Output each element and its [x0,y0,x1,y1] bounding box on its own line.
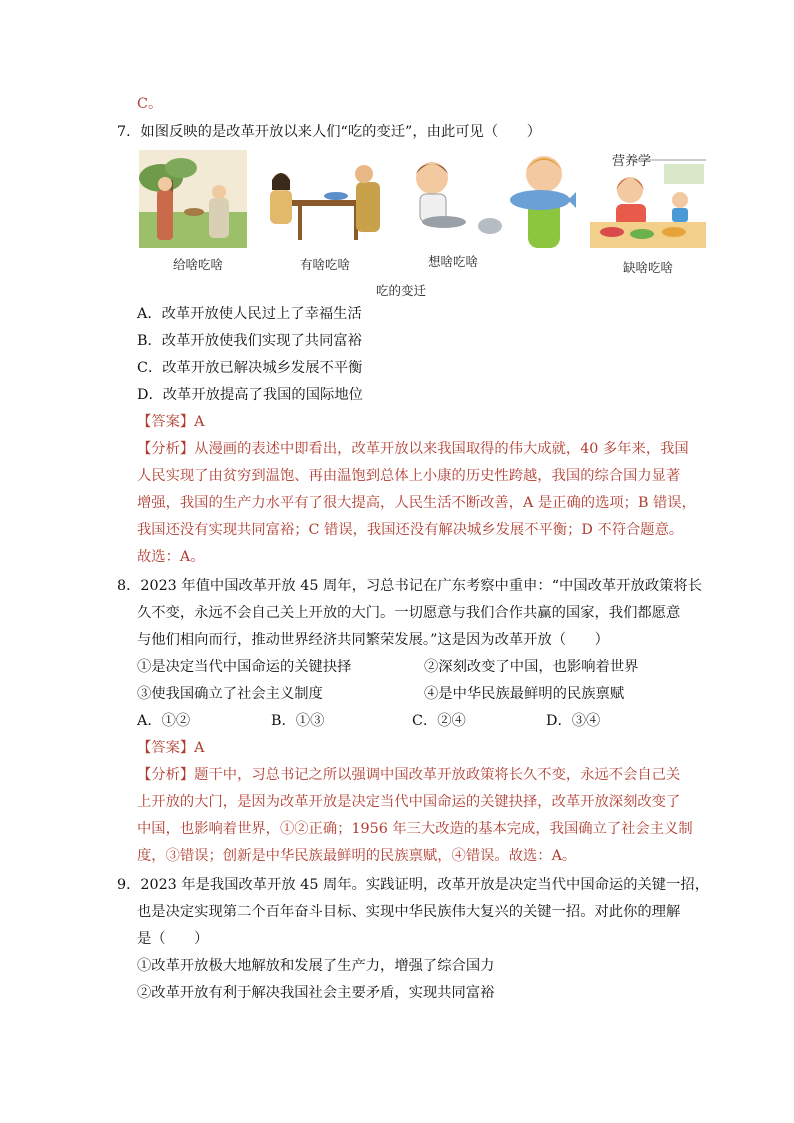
prev-answer-tail: C。 [137,96,163,112]
caption-2: 有啥吃啥 [300,257,351,272]
q7-stem: 7．如图反映的是改革开放以来人们“吃的变迁”，由此可见（ ） [117,124,542,140]
q8-analysis-line: 中国，也影响着世界，①②正确；1956 年三大改造的基本完成，我国确立了社会主义制 [137,821,693,837]
q8-stem-line: 8．2023 年值中国改革开放 45 周年，习总书记在广东考察中重申：“中国改革开放政策将长 [117,578,703,594]
q7-analysis-line: 我国还没有实现共同富裕；C 错误，我国还没有解决城乡发展不平衡；D 不符合题意。 [137,522,684,538]
q8-option-d: D．③④ [546,713,601,729]
cartoon-fish-scene [404,150,576,250]
q7-option-a: A．改革开放使人民过上了幸福生活 [137,306,362,322]
q8-item-1: ①是决定当代中国命运的关键抉择 [137,659,352,675]
q7-option-d: D．改革开放提高了我国的国际地位 [137,387,363,403]
caption-4: 缺啥吃啥 [623,260,674,275]
q7-analysis-line: 【分析】从漫画的表述中即看出，改革开放以来我国取得的伟大成就，40 多年来，我国 [137,441,689,457]
q7-analysis-line: 故选：A。 [137,549,205,565]
q9-stem-line: 是（ ） [137,931,209,947]
q9-item-1: ①改革开放极大地解放和发展了生产力，增强了综合国力 [137,958,495,974]
q8-item-4: ④是中华民族最鲜明的民族禀赋 [424,686,625,702]
q8-analysis-line: 上开放的大门，是因为改革开放是决定当代中国命运的关键抉择，改革开放深刻改变了 [137,794,681,810]
q8-option-a: A．①② [137,713,191,729]
q7-analysis-line: 人民实现了由贫穷到温饱、再由温饱到总体上小康的历史性跨越，我国的综合国力显著 [137,468,681,484]
caption-1: 给啥吃啥 [173,257,224,272]
q9-stem-line: 9．2023 年是我国改革开放 45 周年。实践证明，改革开放是决定当代中国命运的关键一招， [117,877,709,893]
q9-stem-line: 也是决定实现第二个百年奋斗目标、实现中华民族伟大复兴的关键一招。对此你的理解 [137,904,681,920]
q8-option-b: B．①③ [271,713,325,729]
cartoon-table-scene [264,160,386,242]
q8-stem-line: 与他们相向而行，推动世界经济共同繁荣发展。”这是因为改革开放（ ） [137,632,609,648]
q8-stem-line: 久不变，永远不会自己关上开放的大门。一切愿意与我们合作共赢的国家，我们都愿意 [137,605,681,621]
q8-item-3: ③使我国确立了社会主义制度 [137,686,323,702]
q7-option-c: C．改革开放已解决城乡发展不平衡 [137,360,363,376]
q7-analysis-line: 增强，我国的生产力水平有了很大提高，人民生活不断改善，A 是正确的选项；B 错误， [137,495,696,511]
q9-item-2: ②改革开放有利于解决我国社会主要矛盾，实现共同富裕 [137,985,495,1001]
q8-analysis-line: 【分析】题干中，习总书记之所以强调中国改革开放政策将长久不变，永远不会自己关 [137,767,681,783]
nutrition-sign: 营养学 [612,154,652,169]
caption-3: 想啥吃啥 [428,254,479,269]
figure-title: 吃的变迁 [376,283,427,298]
q8-answer: 【答案】A [137,740,205,756]
q8-option-c: C．②④ [412,713,466,729]
q7-option-b: B．改革开放使我们实现了共同富裕 [137,333,362,349]
q8-analysis-line: 度，③错误；创新是中华民族最鲜明的民族禀赋，④错误。故选：A。 [137,848,577,864]
q8-item-2: ②深刻改变了中国，也影响着世界 [424,659,639,675]
q7-answer: 【答案】A [137,414,205,430]
cartoon-ancient-scene [139,150,247,248]
